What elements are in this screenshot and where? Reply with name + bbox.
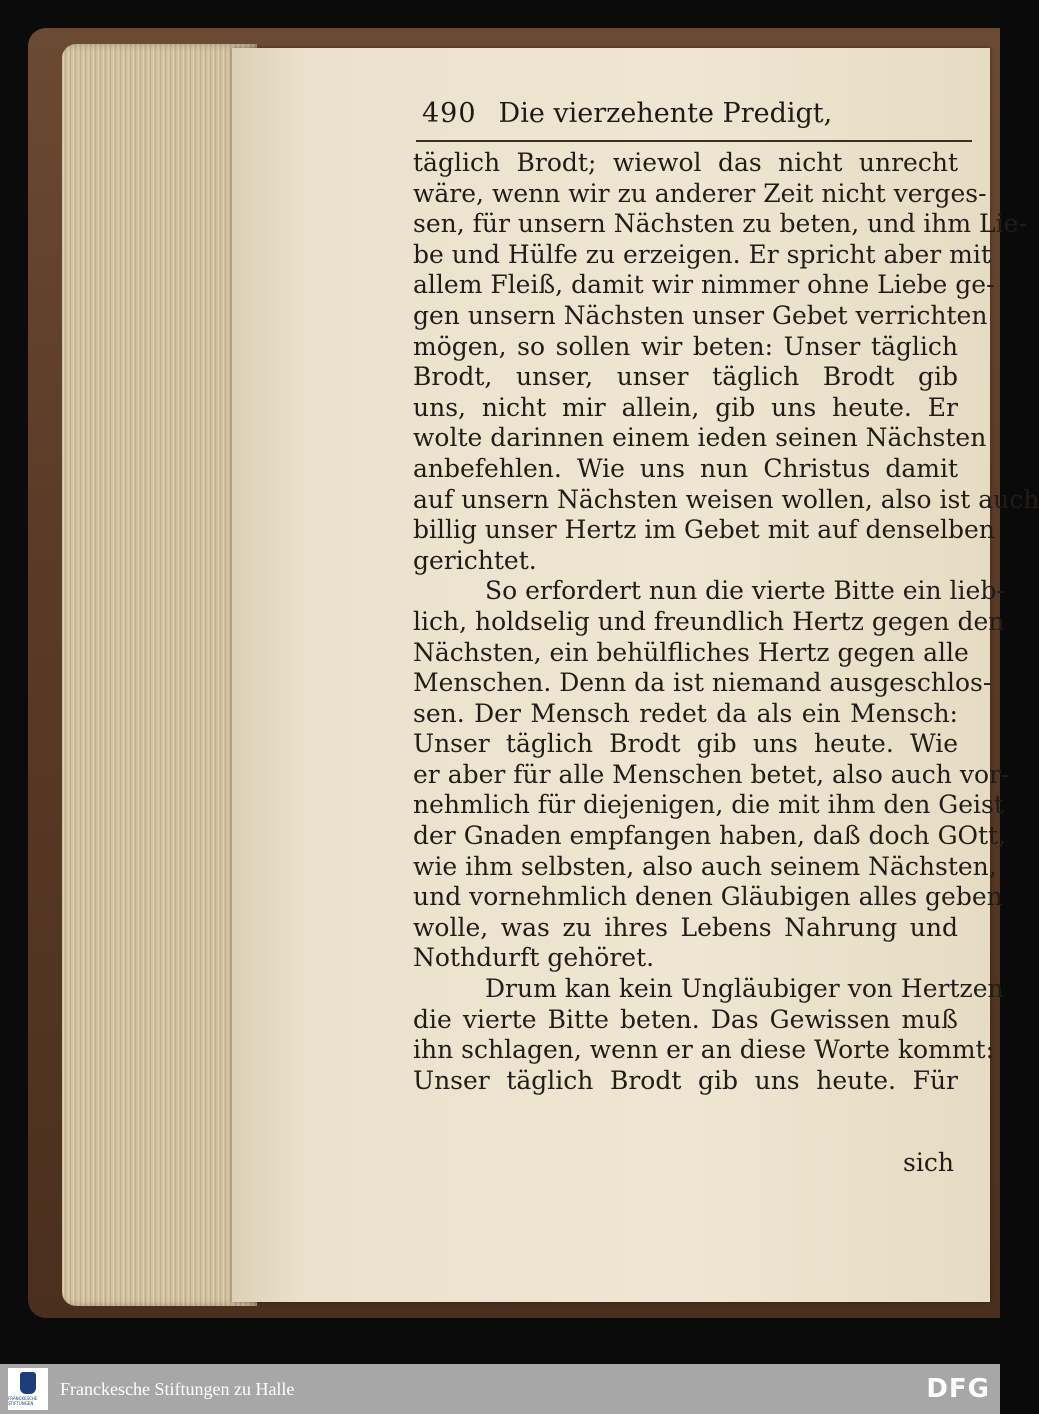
text-line: wie ihm selbsten, also auch seinem Nächsten,: [413, 851, 997, 881]
text-line: wolle, was zu ihres Lebens Nahrung und: [413, 912, 958, 942]
text-line: sen. Der Mensch redet da als ein Mensch:: [413, 698, 958, 728]
text-line: lich, holdselig und freundlich Hertz gegen den: [413, 606, 1005, 636]
text-line: uns, nicht mir allein, gib uns heute. Er: [413, 392, 958, 422]
text-line: wäre, wenn wir zu anderer Zeit nicht verges-: [413, 178, 987, 208]
page-edges: [62, 44, 257, 1306]
text-line: allem Fleiß, damit wir nimmer ohne Liebe ge-: [413, 270, 995, 300]
text-line: er aber für alle Menschen betet, also auch vor-: [413, 759, 1010, 789]
text-line: ihn schlagen, wenn er an diese Worte kommt:: [413, 1035, 994, 1065]
text-line: mögen, so sollen wir beten: Unser täglich: [413, 331, 958, 361]
text-line: nehmlich für diejenigen, die mit ihm den Geist: [413, 790, 1004, 820]
text-line: Unser täglich Brodt gib uns heute. Wie: [413, 729, 958, 759]
emblem-icon: [20, 1372, 36, 1394]
footer-bar: [0, 1364, 1000, 1414]
text-line: Drum kan kein Ungläubiger von Hertzen: [485, 974, 1004, 1004]
catchword: sich: [903, 1148, 954, 1177]
text-line: Brodt, unser, unser täglich Brodt gib: [413, 362, 958, 392]
running-head-title: Die vierzehente Predigt,: [498, 98, 833, 129]
text-line: be und Hülfe zu erzeigen. Er spricht aber mit: [413, 239, 991, 269]
running-header: [422, 98, 967, 138]
text-line: wolte darinnen einem ieden seinen Nächsten: [413, 423, 987, 453]
text-line: gerichtet.: [413, 545, 537, 575]
text-line: anbefehlen. Wie uns nun Christus damit: [413, 453, 958, 483]
text-line: Nächsten, ein behülfliches Hertz gegen alle: [413, 637, 969, 667]
text-line: sen, für unsern Nächsten zu beten, und ihm Lie-: [413, 209, 1027, 239]
text-line: die vierte Bitte beten. Das Gewissen muß: [413, 1004, 958, 1034]
text-line: Unser täglich Brodt gib uns heute. Für: [413, 1065, 958, 1095]
institution-logo[interactable]: [8, 1368, 48, 1410]
dfg-logo[interactable]: DFG: [926, 1374, 990, 1404]
text-line: und vornehmlich denen Gläubigen alles geben: [413, 882, 1003, 912]
text-line: Nothdurft gehöret.: [413, 943, 655, 973]
text-line: gen unsern Nächsten unser Gebet verrichten: [413, 300, 988, 330]
text-line: So erfordert nun die vierte Bitte ein lieb-: [485, 576, 1005, 606]
header-rule: [416, 140, 972, 142]
page-number: 490: [422, 98, 477, 129]
text-line: billig unser Hertz im Gebet mit auf denselben: [413, 515, 995, 545]
logo-label: FRANCKESCHE STIFTUNGEN: [8, 1396, 38, 1406]
institution-name[interactable]: Franckesche Stiftungen zu Halle: [60, 1378, 295, 1399]
text-line: der Gnaden empfangen haben, daß doch GOtt,: [413, 821, 1007, 851]
text-line: täglich Brodt; wiewol das nicht unrecht: [413, 148, 958, 177]
text-line: Menschen. Denn da ist niemand ausgeschlos-: [413, 668, 992, 698]
body-text: [413, 148, 1039, 1096]
text-line: auf unsern Nächsten weisen wollen, also ist auch: [413, 484, 1039, 514]
